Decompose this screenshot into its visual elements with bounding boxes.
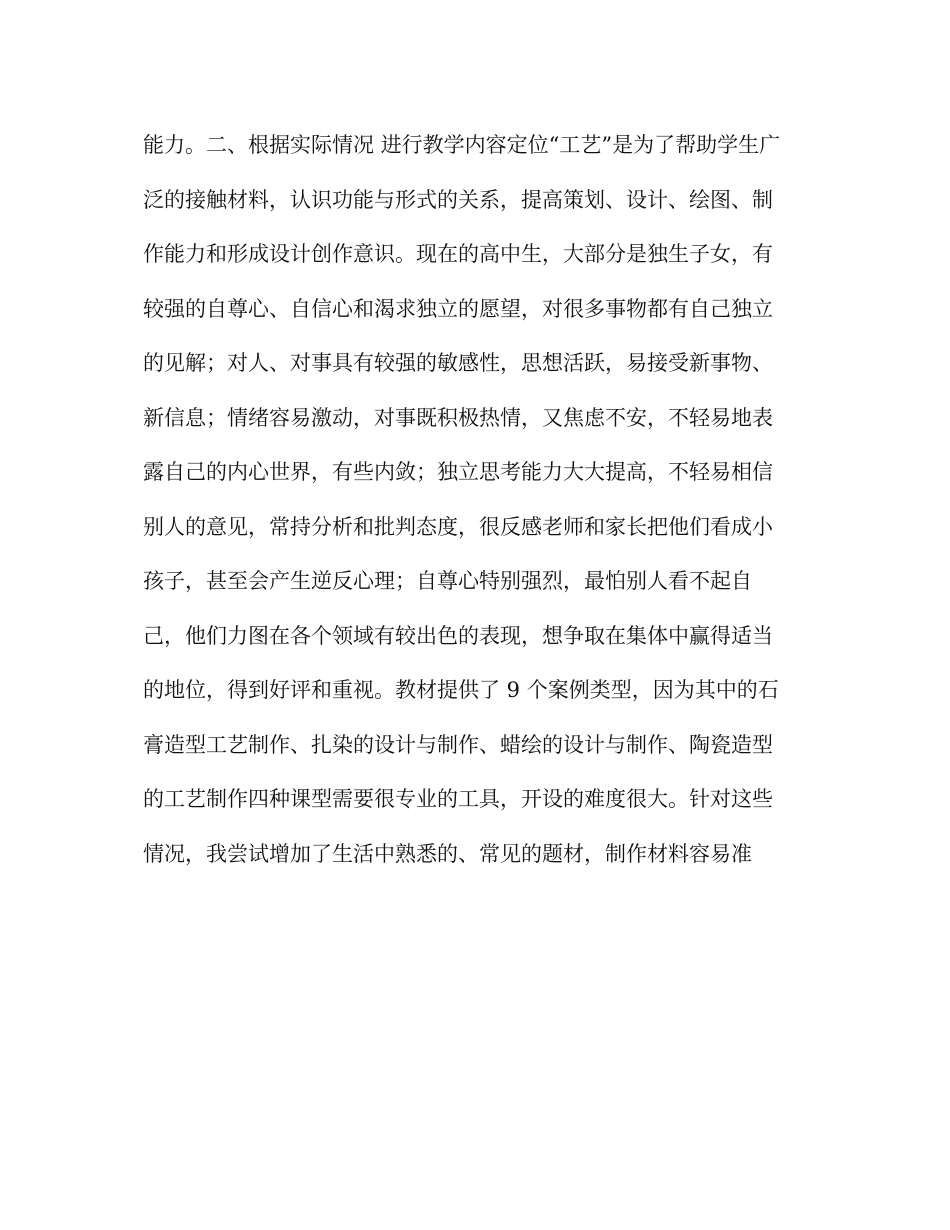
text-line-2: 泛的接触材料，认识功能与形式的关系，提高策划、设计、绘图、制 (143, 187, 773, 212)
text-line-10: 己，他们力图在各个领域有较出色的表现，想争取在集体中赢得适当 (143, 623, 773, 648)
text-line-14: 情况，我尝试增加了生活中熟悉的、常见的题材，制作材料容易准 (143, 841, 752, 866)
text-line-1: 能力。二、根据实际情况 进行教学内容定位“工艺”是为了帮助学生广 (143, 133, 781, 157)
body-text (143, 118, 823, 881)
text-line-12: 膏造型工艺制作、扎染的设计与制作、蜡绘的设计与制作、陶瓷造型 (143, 732, 773, 757)
text-line-9: 孩子，甚至会产生逆反心理；自尊心特别强烈，最怕别人看不起自 (143, 569, 752, 593)
text-line-4: 较强的自尊心、自信心和渴求独立的愿望，对很多事物都有自己独立 (143, 296, 773, 321)
text-line-3: 作能力和形成设计创作意识。现在的高中生，大部分是独生子女，有 (143, 242, 773, 266)
text-line-13: 的工艺制作四种课型需要很专业的工具，开设的难度很大。针对这些 (143, 787, 773, 811)
text-line-7: 露自己的内心世界，有些内敛；独立思考能力大大提高，不轻易相信 (143, 460, 773, 484)
text-line-5: 的见解；对人、对事具有较强的敏感性，思想活跃，易接受新事物、 (143, 351, 773, 375)
text-line-8: 别人的意见，常持分析和批判态度，很反感老师和家长把他们看成小 (143, 514, 773, 539)
text-line-11: 的地位，得到好评和重视。教材提供了 9 个案例类型，因为其中的石 (143, 678, 779, 702)
text-line-6: 新信息；情绪容易激动，对事既积极热情，又焦虑不安，不轻易地表 (143, 405, 773, 430)
